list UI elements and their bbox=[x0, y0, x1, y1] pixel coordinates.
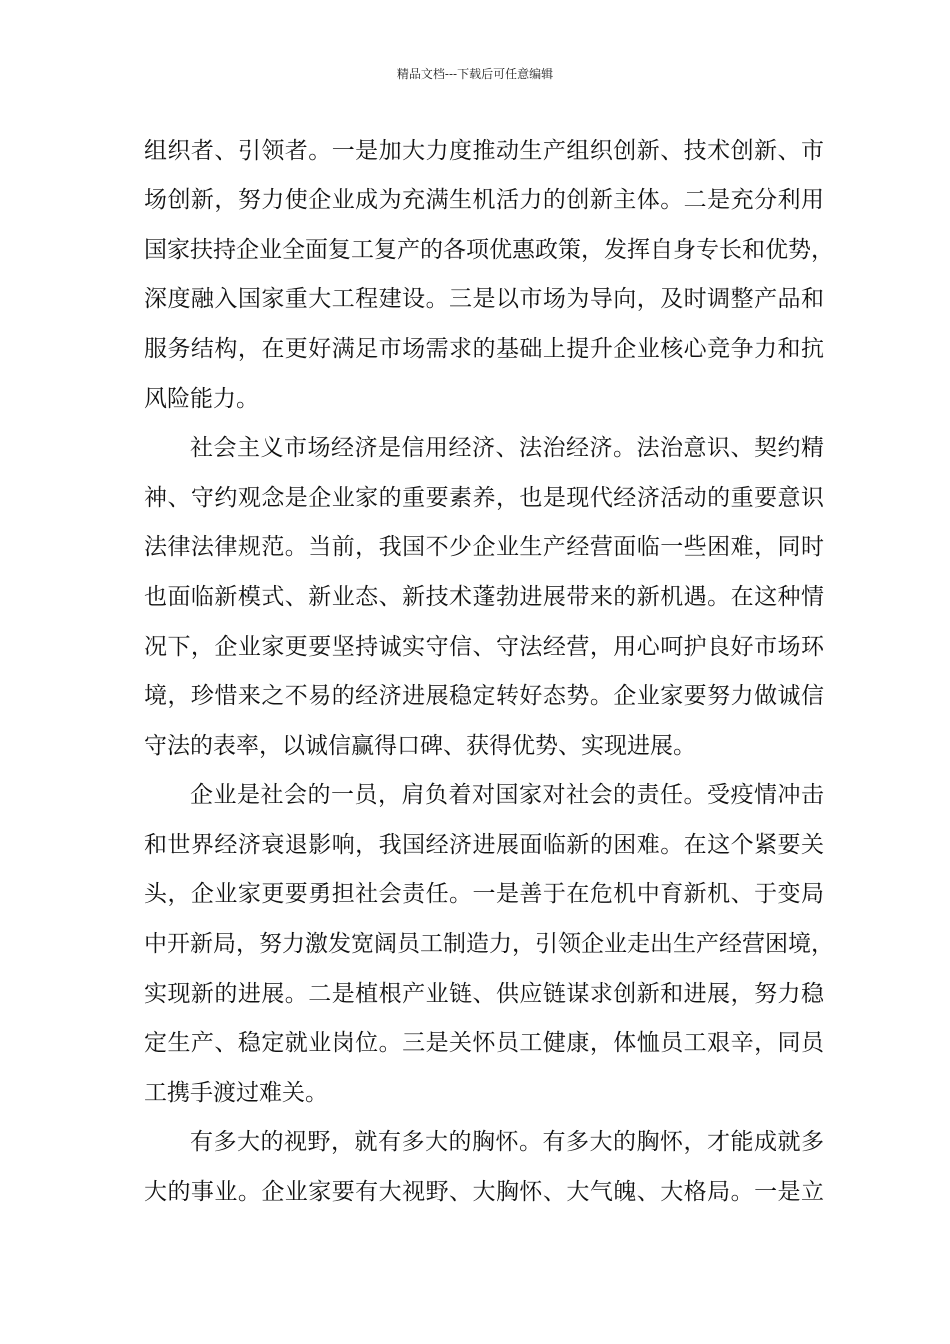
text-line: 守法的表率，以诚信赢得口碑、获得优势、实现进展。 bbox=[144, 733, 696, 759]
text-line: 工携手渡过难关。 bbox=[144, 1080, 328, 1106]
text-line: 境，珍惜来之不易的经济进展稳定转好态势。企业家要努力做诚信 bbox=[144, 683, 824, 709]
text-line: 也面临新模式、新业态、新技术蓬勃进展带来的新机遇。在这种情 bbox=[144, 584, 824, 610]
text-line: 法律法律规范。当前，我国不少企业生产经营面临一些困难，同时 bbox=[144, 534, 824, 560]
text-line: 深度融入国家重大工程建设。三是以市场为导向，及时调整产品和 bbox=[144, 286, 824, 312]
text-line: 实现新的进展。二是植根产业链、供应链谋求创新和进展，努力稳 bbox=[144, 981, 824, 1007]
text-line: 有多大的视野，就有多大的胸怀。有多大的胸怀，才能成就多 bbox=[190, 1129, 824, 1155]
text-line: 况下，企业家更要坚持诚实守信、守法经营，用心呵护良好市场环 bbox=[144, 634, 824, 660]
text-line: 头，企业家更要勇担社会责任。一是善于在危机中育新机、于变局 bbox=[144, 881, 824, 907]
text-line: 风险能力。 bbox=[144, 386, 259, 412]
text-line: 服务结构，在更好满足市场需求的基础上提升企业核心竞争力和抗 bbox=[144, 336, 824, 362]
page-header: 精品文档---下载后可任意编辑 bbox=[396, 67, 554, 81]
text-line: 企业是社会的一员，肩负着对国家对社会的责任。受疫情冲击 bbox=[190, 782, 824, 808]
text-line: 大的事业。企业家要有大视野、大胸怀、大气魄、大格局。一是立 bbox=[144, 1179, 824, 1205]
text-line: 组织者、引领者。一是加大力度推动生产组织创新、技术创新、市 bbox=[144, 138, 824, 164]
text-line: 社会主义市场经济是信用经济、法治经济。法治意识、契约精 bbox=[190, 435, 824, 461]
text-line: 和世界经济衰退影响，我国经济进展面临新的困难。在这个紧要关 bbox=[144, 832, 824, 858]
text-line: 定生产、稳定就业岗位。三是关怀员工健康，体恤员工艰辛，同员 bbox=[144, 1030, 824, 1056]
text-line: 神、守约观念是企业家的重要素养，也是现代经济活动的重要意识 bbox=[144, 485, 824, 511]
text-line: 国家扶持企业全面复工复产的各项优惠政策，发挥自身专长和优势， bbox=[144, 237, 834, 263]
text-line: 中开新局，努力激发宽阔员工制造力，引领企业走出生产经营困境， bbox=[144, 931, 834, 957]
text-line: 场创新，努力使企业成为充满生机活力的创新主体。二是充分利用 bbox=[144, 187, 824, 213]
